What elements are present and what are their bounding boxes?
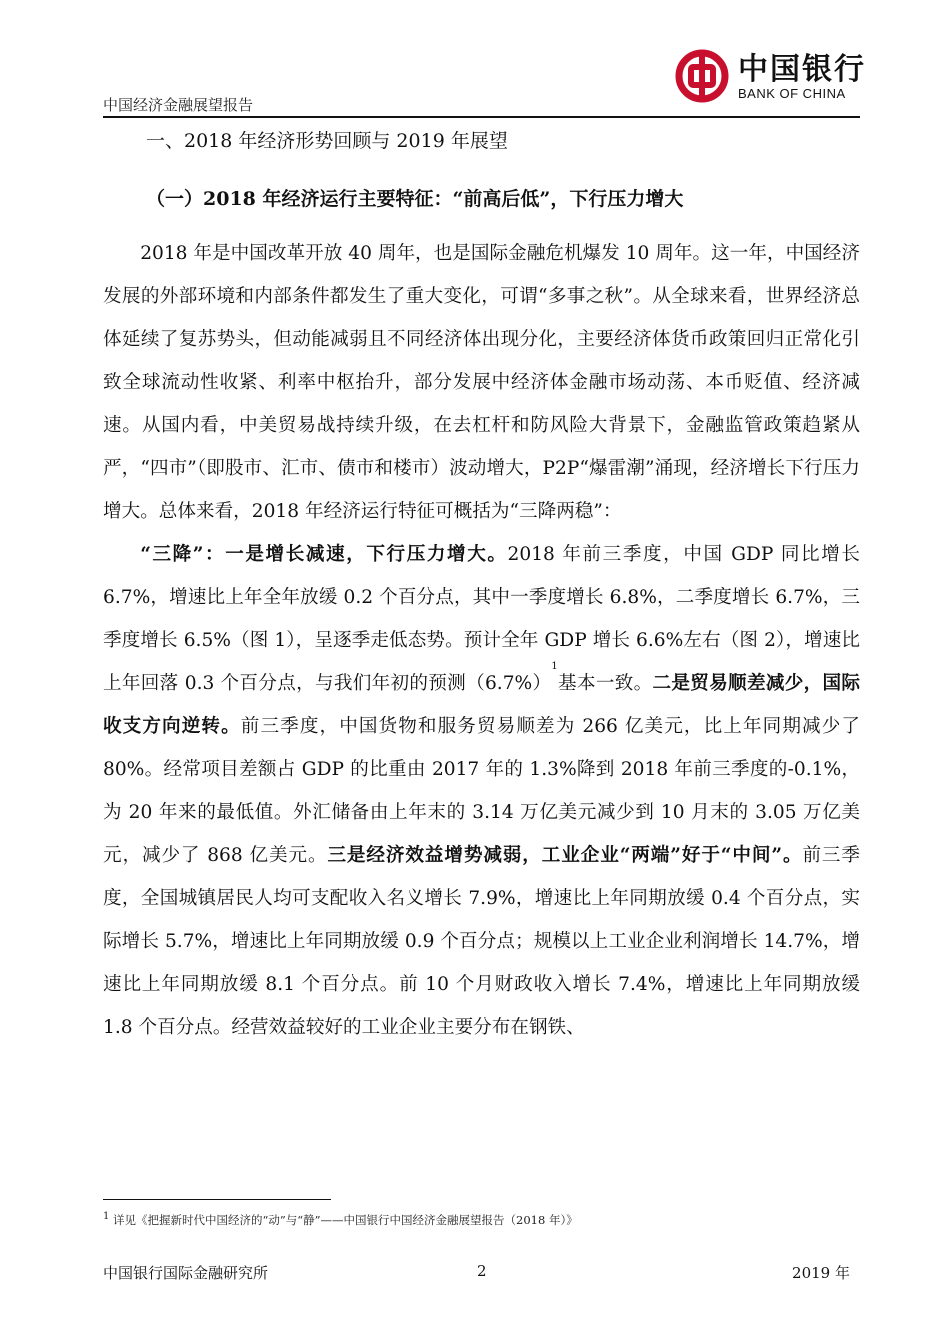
footnote — [103, 1212, 578, 1228]
footnote-text: 详见《把握新时代中国经济的“动”与“静”——中国银行中国经济金融展望报告（2018 年）》 — [113, 1213, 578, 1227]
footnote-number: 1 — [103, 1211, 110, 1222]
body-text — [103, 232, 860, 1049]
section-heading: 一、2018 年经济形势回顾与 2019 年展望 — [146, 130, 508, 152]
paragraph-text: 前三季度，全国城镇居民人均可支配收入名义增长 7.9%，增速比上年同期放缓 0.4 个百分点，实际增长 5.7%，增速比上年同期放缓 0.9 个百分点；规模以上工业企业利润增长 14.7%，增速比上年同期放缓 8.1 个百分点。前 10 个月财政收入增长 7.4%，增速比上年同期放缓 1.8 个百分点。经营效益较好的工业企业主要分布在钢铁、 — [103, 845, 860, 1038]
paragraph-three-declines — [103, 533, 860, 1049]
paragraph-intro: 2018 年是中国改革开放 40 周年，也是国际金融危机爆发 10 周年。这一年，中国经济发展的外部环境和内部条件都发生了重大变化，可谓“多事之秋”。从全球来看，世界经济总体延续了复苏势头，但动能减弱且不同经济体出现分化，主要经济体货币政策回归正常化引致全球流动性收紧、利率中枢抬升，部分发展中经济体金融市场动荡、本币贬值、经济减速。从国内看，中美贸易战持续升级，在去杠杆和防风险大背景下，金融监管政策趋紧从严，“四市”（即股市、汇市、债市和楼市）波动增大，P2P“爆雷潮”涌现，经济增长下行压力增大。总体来看，2018 年经济运行特征可概括为“三降两稳”： — [103, 243, 860, 522]
key-point-2: 二是贸易顺差减少，国际收支方向逆转。 — [103, 673, 860, 737]
page-number: 2 — [477, 1262, 487, 1280]
report-title: 中国经济金融展望报告 — [103, 96, 254, 114]
paragraph-text: 2018 年前三季度，中国 GDP 同比增长 6.7%，增速比上年全年放缓 0.2 个百分点，其中一季度增长 6.8%，二季度增长 6.7%，三季度增长 6.5%（图 1），呈逐季走低态势。预计全年 GDP 增长 6.6%左右（图 2），增速比上年回落 0.3 个百分点，与我们年初的预测（6.7%） — [103, 544, 860, 694]
footnote-divider — [103, 1199, 331, 1200]
footnote-reference[interactable]: 1 — [551, 661, 558, 672]
logo-chinese-name: 中国银行 — [738, 52, 866, 87]
key-point-3: 三是经济效益增势减弱，工业企业“两端”好于“中间”。 — [327, 845, 803, 866]
subsection-heading: （一）2018 年经济运行主要特征：“前高后低”，下行压力增大 — [146, 188, 684, 210]
paragraph-text: 前三季度，中国货物和服务贸易顺差为 266 亿美元，比上年同期减少了 80%。经常项目差额占 GDP 的比重由 2017 年的 1.3%降到 2018 年前三季度的-0.1%，为 20 年来的最低值。外汇储备由上年末的 3.14 万亿美元减少到 10 月末的 3.05 万亿美元，减少了 868 亿美元。 — [103, 716, 860, 866]
paragraph-text: 基本一致。 — [557, 673, 653, 694]
footer-organization: 中国银行国际金融研究所 — [103, 1264, 269, 1282]
footer-year: 2019 年 — [792, 1264, 850, 1282]
bank-of-china-logo — [672, 44, 866, 110]
bank-logo-icon — [674, 48, 730, 104]
header-divider — [103, 116, 860, 118]
logo-english-name: BANK OF CHINA — [738, 86, 846, 101]
key-point-1: “三降”：一是增长减速，下行压力增大。 — [140, 544, 508, 565]
